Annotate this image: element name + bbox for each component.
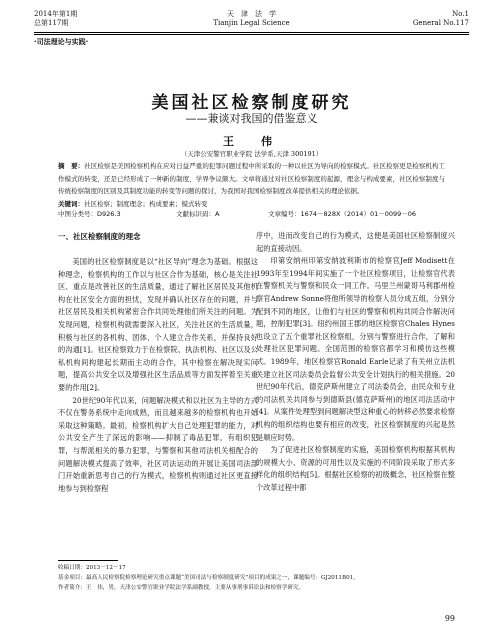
- article-number: 文章编号：1674－828X（2014）01－0099－06: [268, 210, 417, 218]
- author-affiliation: （天津公安警官职业学院 法学系,天津 300191）: [180, 150, 323, 158]
- section-tag: ·司法理论与实践·: [34, 38, 89, 46]
- article-subtitle: ——兼谈对我国的借鉴意义: [185, 112, 318, 125]
- clc-number: 中图分类号：D926.3: [58, 210, 121, 218]
- journal-name-cn: 天 津 法 学: [227, 10, 276, 18]
- classification-row: [58, 209, 445, 219]
- body-column-right: [256, 230, 455, 494]
- abstract-label: 摘 要：: [58, 162, 85, 170]
- paragraph: 为了促进社区检察制度的实施，美国检察机构根据其机构的规模大小、资源的可用性以及实施的不同阶段采取了形式多样化的组织结构[5]。根据社区检察的初级概念，社区检察在整个改革过程中都: [256, 445, 455, 492]
- paragraph: 序中，进而改变自己的行为模式，这便是美国社区检察制度兴起的直接动因。: [256, 231, 455, 253]
- issue-year: 2014年第1期: [34, 10, 78, 18]
- paragraph: 20世纪90年代以来，问题解决模式和以社区为主导的方式不仅在警务系统中走向成熟，而且越来越多的检察机构也开始采取这种策略。最初，检察机构扩大自己处理犯罪的能力，对公共安全产生了深远的影响——抑制了毒品犯罪，有组织犯罪，与帮派相关的暴力犯罪，与警察和其他司法机关相配合的问题解决模式提高了效率，社区司法运动的开展让美国司法部门开始重新思考自己的行为模式，检察机构则通过社区更直接地参与到检察程: [58, 395, 258, 493]
- article-title: 美国社区检察制度研究: [151, 93, 352, 113]
- abstract-block: [58, 160, 445, 210]
- issue-no: No.1: [452, 10, 469, 18]
- section-heading: 一、社区检察制度的理念: [58, 232, 141, 241]
- journal-name: [34, 10, 469, 28]
- abstract: [58, 160, 445, 198]
- keywords-text: 社区检察；制度理念；构成要素；模式转变: [84, 199, 208, 208]
- page-number: 99: [444, 614, 455, 623]
- issue-number: [413, 10, 469, 28]
- journal-name-en: Tianjin Legal Science: [213, 19, 290, 27]
- document-code: 文献标识码：A: [176, 210, 220, 218]
- keywords-label: 关键词：: [58, 199, 84, 208]
- footnote-fund: 基金项目：最高人民检察院检察理论研究重点课题“美国司法与检察制度研究”项目的成果之一，课题编号：GJ2011B01。: [58, 575, 359, 581]
- footnote-received: 收稿日期：2013－12－17: [58, 565, 126, 571]
- footnote-rule: [58, 560, 118, 561]
- body-column-left: [58, 230, 258, 495]
- issue-total: 总第117期: [34, 19, 69, 27]
- running-header: [34, 10, 469, 54]
- header-rule-thin: [34, 34, 469, 35]
- author-name: 王 伟: [223, 135, 280, 148]
- header-rule: [34, 32, 469, 33]
- paragraph: 美国的社区检察制度是以“社区导向”理念为基础。根据这种理念，检察机构的工作以与社区合作为基础，核心是关注社区、重点是改善社区的生活质量，通过了解社区居民及其他机构在社区安全方面的担忧，发现并确认社区存在的问题，并与社区居民及相关机构紧密合作共同处理他们所关注的问题。为发现问题，检察机构就需要深入社区，关注社区的生活质量，积极与社区的各机构、团体、个人建立合作关系，并保持良好的沟通[1]。社区检察致力于在检察院、执法机构、社区以及公私机构间构建起长期而主动的合作，其中检察在解决现实问题，提高公共安全以及增强社区生活品质等方面发挥着至关重要的作用[2]。: [58, 257, 258, 392]
- paragraph: 印第安纳州印第安纳波利斯市的检察官Jeff Modisett在1993年至1994年间实施了一个社区检察项目，让检察官代表在警察机关与警察和民众一同工作。马里兰州蒙哥马利郡州检察官Andrew Sonne将他所领导的检察人员分成五组，分别分配到不同的地区，让他们与社区的警察和机构共同合作解决问题，控制犯罪[3]。纽约州国王郡的地区检察官Chales Hynes也设立了五个重罪社区检察组，分别与警察进行合作，了解和处理社区犯罪问题。全国范围的检察官都学习和模仿这些模式。1989年，地区检察官Ronald Earle记录了有关州立法机关建立社区司法委员会监督公共安全计划执行的相关措施。20世纪90年代后，德克萨斯州建立了司法委员会，由民众和专业的司法机关共同参与到德斯县(德克萨斯州)的地区司法活动中[4]。从案件处理型到问题解决型这种重心的转移必然要求检察机构的组织结构也要有相应的改变，社区检察制度的兴起是然是顺应时势。: [256, 256, 455, 442]
- general-no: General No.117: [412, 19, 469, 27]
- abstract-text: 社区检察是美国检察机构在应对日益严重的犯罪问题过程中所采取的一种以社区为导向的检察模式。社区检察更是检察机构工作模式的转变，还是已经形成了一种新的制度，学界争议颇大。文章将通过对社区检察制度的起源，理念与构成要素，社区检察制度与传统检察制度的区别及其制度功能的转变等问题的探讨，为我国对我国检察制度改革提供相关的理论依据。: [58, 162, 446, 195]
- footnote-author: 作者简介：王 伟，男，天津公安警官职业学院法学系副教授，主要从事刑事诉讼法和检察学研究。: [58, 585, 305, 591]
